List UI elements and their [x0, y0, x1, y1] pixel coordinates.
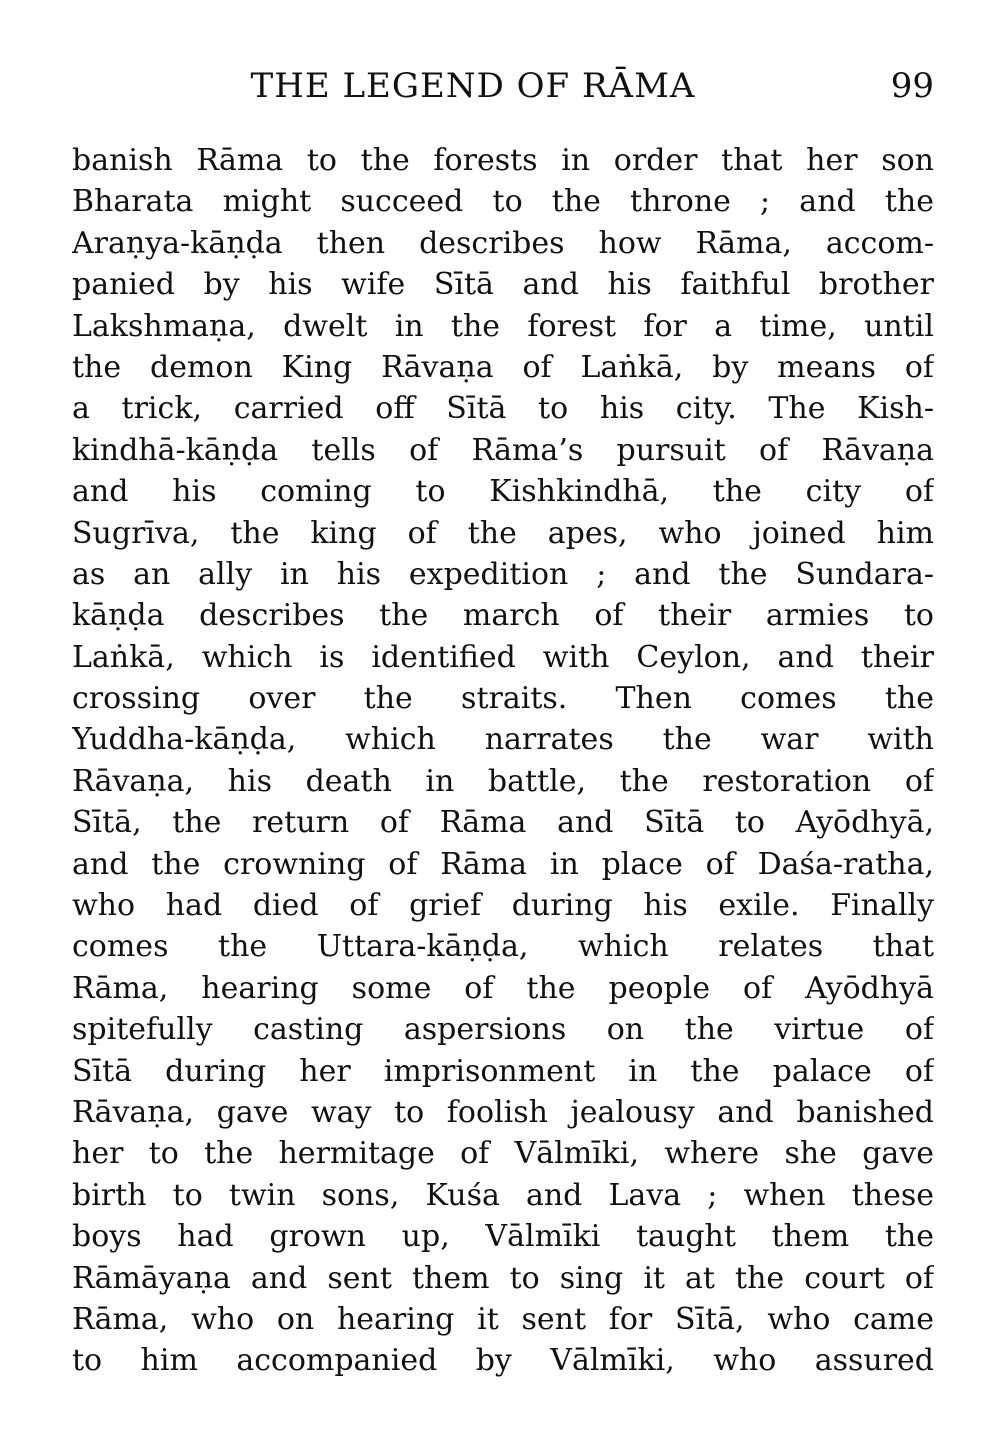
- text-line: as an ally in his expedition ; and the Sundara-: [72, 556, 934, 592]
- text-line: comes the Uttara-kāṇḍa, which relates that: [72, 929, 934, 965]
- text-line: and his coming to Kishkindhā, the city of: [72, 474, 934, 510]
- text-line: Rāma, who on hearing it sent for Sītā, who came: [72, 1301, 934, 1337]
- text-line: crossing over the straits. Then comes the: [72, 681, 934, 717]
- text-line: Laṅkā, which is identified with Ceylon, and their: [72, 639, 934, 675]
- text-line: Rāma, hearing some of the people of Ayōdhyā: [72, 970, 934, 1006]
- text-line: a trick, carried off Sītā to his city. The Kish-: [72, 391, 934, 427]
- running-title: THE LEGEND OF RĀMA: [250, 66, 696, 106]
- text-line: Rāvaṇa, his death in battle, the restoration of: [72, 763, 934, 799]
- text-line: Sugrīva, the king of the apes, who joined him: [72, 515, 934, 551]
- text-line: Araṇya-kāṇḍa then describes how Rāma, accom-: [72, 225, 934, 261]
- text-line: Sītā during her imprisonment in the palace of: [72, 1053, 934, 1089]
- page-number: 99: [890, 66, 934, 106]
- text-line: who had died of grief during his exile. Finally: [72, 888, 934, 924]
- text-line: kāṇḍa describes the march of their armies to: [72, 598, 934, 634]
- text-line: her to the hermitage of Vālmīki, where she gave: [72, 1136, 934, 1172]
- text-line: Lakshmaṇa, dwelt in the forest for a time, until: [72, 308, 934, 344]
- text-line: Yuddha-kāṇḍa, which narrates the war with: [72, 722, 934, 758]
- body-paragraph: [72, 140, 934, 1382]
- text-line: Rāmāyaṇa and sent them to sing it at the court of: [72, 1260, 934, 1296]
- running-header: [72, 62, 934, 110]
- text-line: kindhā-kāṇḍa tells of Rāma’s pursuit of Rāvaṇa: [72, 432, 934, 468]
- text-line: Bharata might succeed to the throne ; and the: [72, 184, 934, 220]
- text-line: Rāvaṇa, gave way to foolish jealousy and banished: [72, 1094, 934, 1130]
- text-line: boys had grown up, Vālmīki taught them the: [72, 1219, 934, 1255]
- text-line: Sītā, the return of Rāma and Sītā to Ayōdhyā,: [72, 805, 934, 841]
- text-line: and the crowning of Rāma in place of Daśa-ratha,: [72, 846, 934, 882]
- text-line: spitefully casting aspersions on the virtue of: [72, 1012, 934, 1048]
- text-line: to him accompanied by Vālmīki, who assured: [72, 1343, 934, 1379]
- text-line: banish Rāma to the forests in order that her son: [72, 143, 934, 178]
- text-line: the demon King Rāvaṇa of Laṅkā, by means of: [72, 349, 934, 385]
- text-line: birth to twin sons, Kuśa and Lava ; when these: [72, 1177, 934, 1213]
- text-line: panied by his wife Sītā and his faithful brother: [72, 267, 934, 303]
